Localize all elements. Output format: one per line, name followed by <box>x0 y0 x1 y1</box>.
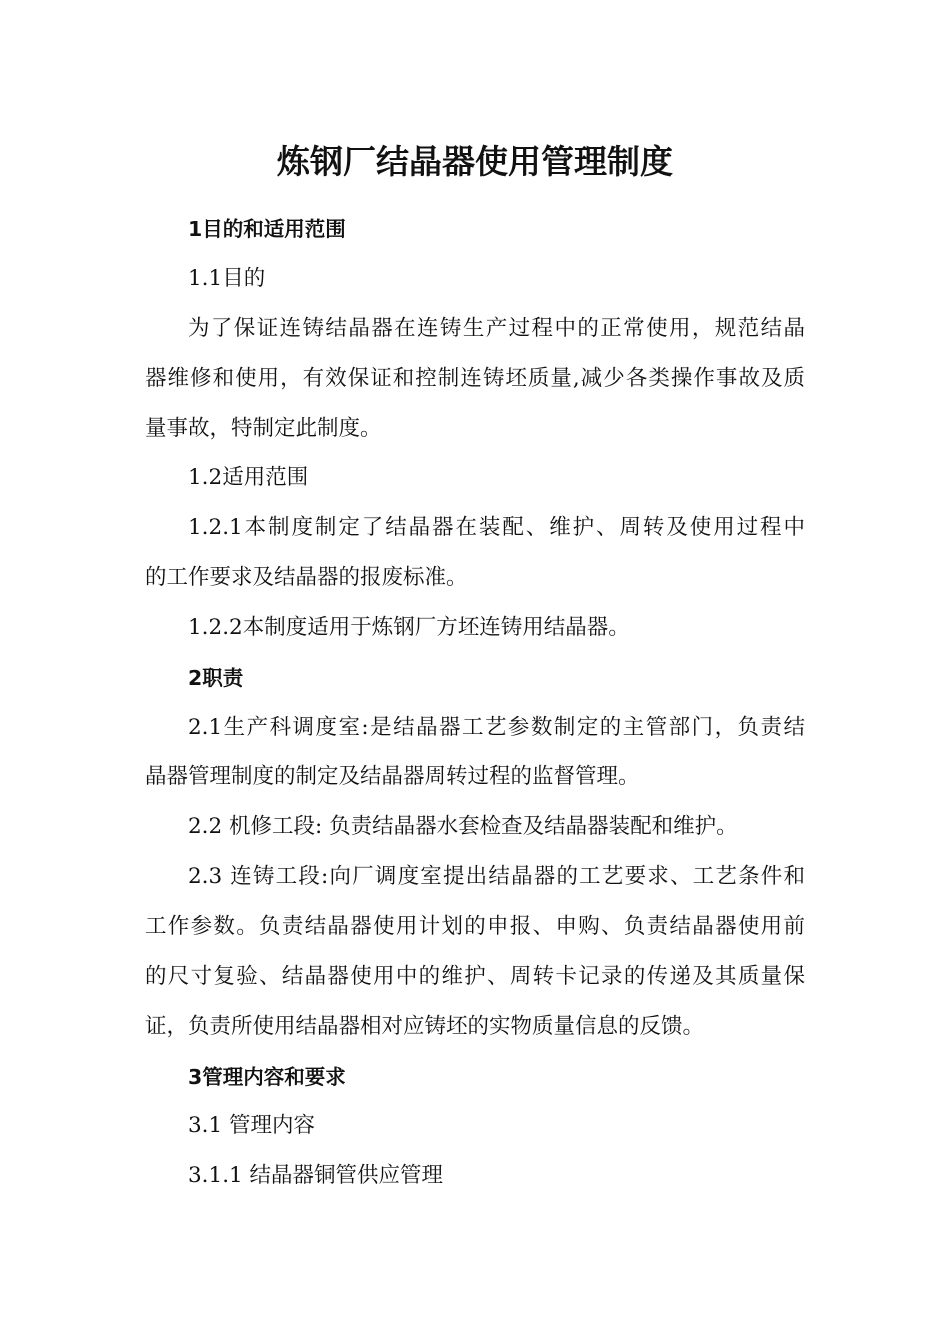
paragraph-line: 1.2.2本制度适用于炼钢厂方坯连铸用结晶器。 <box>188 615 630 640</box>
subsection-heading-3-1: 3.1 管理内容 <box>188 1113 316 1138</box>
paragraph-line: 2.1生产科调度室:是结晶器工艺参数制定的主管部门，负责结 <box>188 715 805 740</box>
section-heading-1: 1目的和适用范围 <box>188 217 346 241</box>
paragraph-line: 的尺寸复验、结晶器使用中的维护、周转卡记录的传递及其质量保 <box>145 964 805 989</box>
paragraph-line: 证，负责所使用结晶器相对应铸坯的实物质量信息的反馈。 <box>145 1014 705 1039</box>
paragraph-line: 为了保证连铸结晶器在连铸生产过程中的正常使用，规范结晶 <box>188 316 805 341</box>
paragraph-line: 工作参数。负责结晶器使用计划的申报、申购、负责结晶器使用前 <box>145 914 805 939</box>
paragraph-line: 器维修和使用，有效保证和控制连铸坯质量,减少各类操作事故及质 <box>145 366 805 391</box>
subsection-heading-1-2: 1.2适用范围 <box>188 465 309 490</box>
document-title: 炼钢厂结晶器使用管理制度 <box>277 142 673 181</box>
paragraph-line: 2.2 机修工段: 负责结晶器水套检查及结晶器装配和维护。 <box>188 814 738 839</box>
paragraph-line: 的工作要求及结晶器的报废标准。 <box>145 565 468 590</box>
paragraph-line: 1.2.1本制度制定了结晶器在装配、维护、周转及使用过程中 <box>188 515 805 540</box>
subsection-heading-1-1: 1.1目的 <box>188 266 266 291</box>
paragraph-line: 量事故，特制定此制度。 <box>145 416 382 441</box>
section-heading-2: 2职责 <box>188 666 244 690</box>
section-heading-3: 3管理内容和要求 <box>188 1065 346 1089</box>
paragraph-line: 晶器管理制度的制定及结晶器周转过程的监督管理。 <box>145 764 640 789</box>
paragraph-line: 2.3 连铸工段:向厂调度室提出结晶器的工艺要求、工艺条件和 <box>188 864 805 889</box>
subsection-heading-3-1-1: 3.1.1 结晶器铜管供应管理 <box>188 1163 444 1188</box>
